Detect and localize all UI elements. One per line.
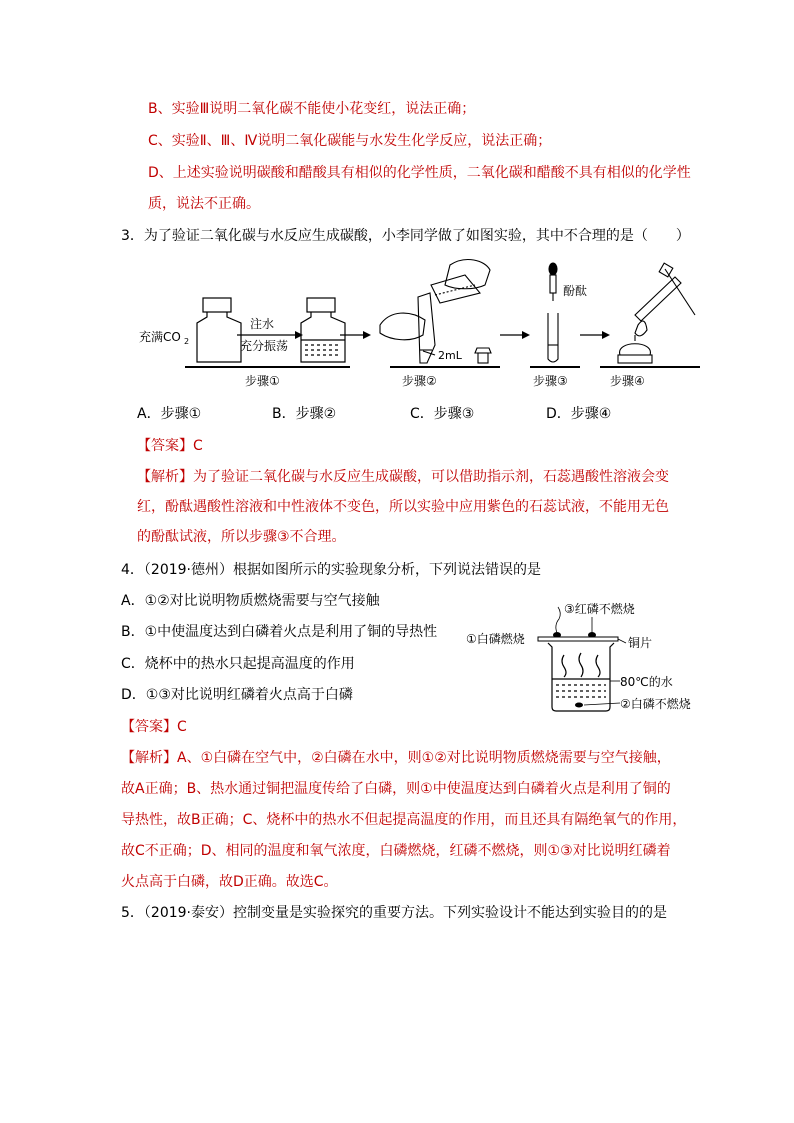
q3-option-b: B．步骤② bbox=[272, 406, 337, 422]
q3-analysis-line1: 【解析】为了验证二氧化碳与水反应生成碳酸，可以借助指示剂，石蕊遇酸性溶液会变 bbox=[137, 469, 669, 485]
fill-co2-label: 充满CO bbox=[139, 330, 181, 344]
q4-analysis-line2: 故A正确；B、热水通过铜把温度传给了白磷，则①中使温度达到白磷着火点是利用了铜的 bbox=[121, 781, 671, 797]
q4-stem: 4．（2019·德州）根据如图所示的实验现象分析，下列说法错误的是 bbox=[121, 562, 541, 578]
step4-heating bbox=[618, 263, 695, 363]
shake-label: 充分振荡 bbox=[240, 339, 289, 353]
prev-analysis-c: C、实验Ⅱ、Ⅲ、Ⅳ说明二氧化碳能与水发生化学反应，说法正确； bbox=[148, 133, 552, 149]
fill-co2-subscript: 2 bbox=[184, 337, 190, 346]
volume-label: 2mL bbox=[438, 349, 462, 362]
q5-stem: 5．（2019·泰安）控制变量是实验探究的重要方法。下列实验设计不能达到实验目的的是 bbox=[121, 905, 667, 921]
q3-analysis-line2: 红，酚酞遇酸性溶液和中性液体不变色，所以实验中应用紫色的石蕊试液，不能用无色 bbox=[137, 499, 669, 515]
white-phosphorus-in-water bbox=[575, 703, 583, 708]
q4-analysis-line5: 火点高于白磷，故D正确。故选C。 bbox=[121, 874, 338, 890]
q4-analysis-line1: 【解析】A、①白磷在空气中，②白磷在水中，则①②对比说明物质燃烧需要与空气接触， bbox=[121, 750, 671, 766]
q4-analysis-line4: 故C不正确；D、相同的温度和氧气浓度，白磷燃烧，红磷不燃烧，则①③对比说明红磷着 bbox=[121, 843, 671, 859]
q3-option-c: C．步骤③ bbox=[410, 406, 475, 422]
white-phosphorus-not-burning-label: ②白磷不燃烧 bbox=[620, 697, 691, 711]
q4-option-d: D．①③对比说明红磷着火点高于白磷 bbox=[121, 687, 353, 703]
step3-dropper bbox=[549, 263, 557, 301]
q3-answer-label: 【答案】 bbox=[137, 438, 193, 454]
q4-answer-label: 【答案】 bbox=[121, 719, 177, 735]
q4-phosphorus-figure bbox=[464, 595, 709, 717]
q4-answer-value: C bbox=[177, 719, 187, 735]
red-phosphorus-label: ③红磷不燃烧 bbox=[564, 602, 635, 616]
q3-experiment-figure bbox=[135, 255, 705, 400]
q3-analysis-label: 【解析】 bbox=[137, 469, 193, 485]
smoke bbox=[556, 607, 560, 633]
prev-analysis-d-line1: D、上述实验说明碳酸和醋酸具有相似的化学性质，二氧化碳和醋酸不具有相似的化学性 bbox=[148, 165, 691, 181]
prev-analysis-d-line2: 质，说法不正确。 bbox=[148, 196, 260, 212]
prev-analysis-b: B、实验Ⅲ说明二氧化碳不能使小花变红，说法正确； bbox=[148, 101, 476, 117]
q4-option-b: B．①中使温度达到白磷着火点是利用了铜的导热性 bbox=[121, 624, 438, 640]
q4-analysis-line3: 导热性，故B正确；C、烧杯中的热水不但起提高温度的作用，而且还具有隔绝氧气的作用， bbox=[121, 812, 687, 828]
q3-stem: 3．为了验证二氧化碳与水反应生成碳酸，小李同学做了如图实验，其中不合理的是（ ） bbox=[121, 228, 690, 244]
step3-test-tube bbox=[548, 313, 558, 362]
step2-pouring bbox=[380, 260, 490, 363]
copper-sheet bbox=[538, 637, 618, 641]
indicator-label: 酚酞 bbox=[563, 284, 588, 298]
step4-label: 步骤④ bbox=[610, 374, 645, 388]
step1-bottle-water bbox=[301, 298, 345, 362]
step1-bottle-co2 bbox=[197, 298, 241, 362]
q4-analysis-label: 【解析】 bbox=[121, 750, 177, 766]
step1-arrow-head bbox=[295, 331, 303, 339]
inject-water-label: 注水 bbox=[250, 317, 275, 331]
copper-label: 铜片 bbox=[628, 636, 653, 650]
step2-stopper bbox=[475, 348, 491, 363]
q4-answer bbox=[121, 717, 187, 737]
q4-option-c: C．烧杯中的热水只起提高温度的作用 bbox=[121, 656, 355, 672]
q3-answer bbox=[137, 436, 203, 456]
step3-label: 步骤③ bbox=[533, 374, 568, 388]
water-label: 80℃的水 bbox=[620, 675, 673, 689]
q3-option-a: A．步骤① bbox=[137, 406, 202, 422]
step2-label: 步骤② bbox=[402, 374, 437, 388]
q3-option-d: D．步骤④ bbox=[546, 406, 612, 422]
q3-analysis-line3: 的酚酞试液，所以步骤③不合理。 bbox=[137, 529, 346, 545]
step1-label: 步骤① bbox=[245, 374, 280, 388]
white-phosphorus-burning-label: ①白磷燃烧 bbox=[466, 632, 525, 646]
q4-option-a: A．①②对比说明物质燃烧需要与空气接触 bbox=[121, 593, 380, 609]
q3-answer-value: C bbox=[193, 438, 203, 454]
beaker bbox=[548, 643, 614, 711]
